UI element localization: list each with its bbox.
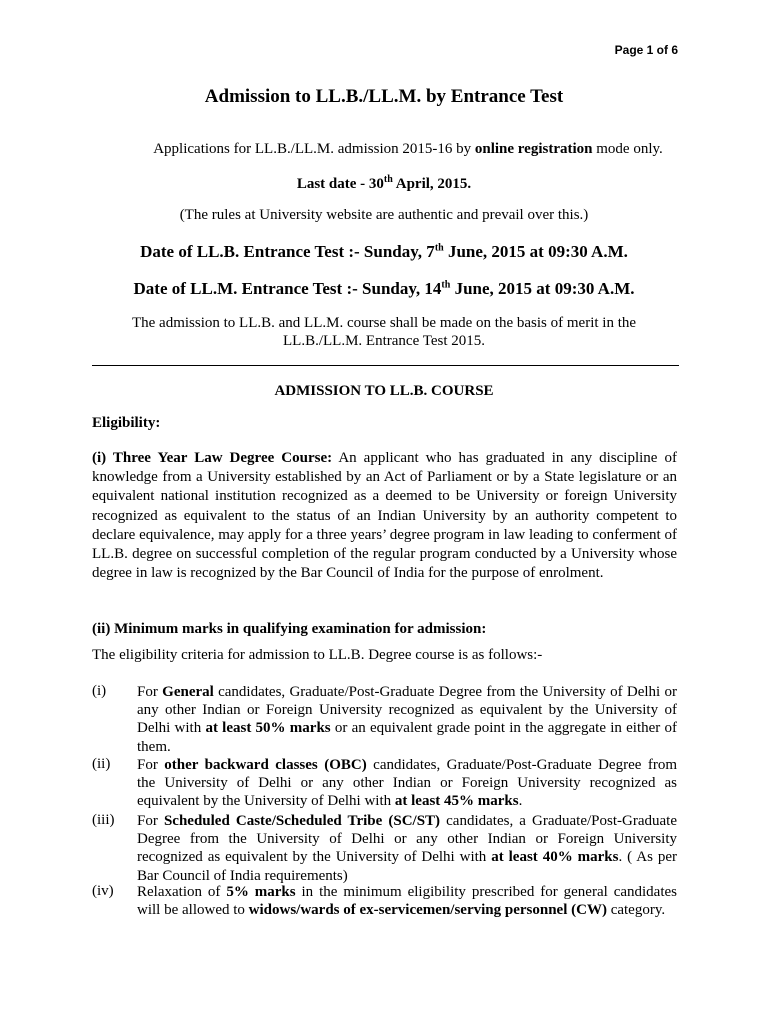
item-number: (iv) — [92, 883, 114, 899]
page-number: Page 1 of 6 — [614, 43, 678, 57]
item-text: Relaxation of 5% marks in the minimum eligibility prescribed for general candidates will be allowed to widows/wards of ex-servicemen/serving personnel (CW) category. — [137, 884, 678, 919]
document-title: Admission to LL.B./LL.M. by Entrance Test — [204, 86, 564, 107]
section-heading: ADMISSION TO LL.B. COURSE — [274, 383, 494, 399]
horizontal-divider — [92, 365, 679, 366]
item-number: (iii) — [92, 812, 115, 828]
item-text: For other backward classes (OBC) candidates, Graduate/Post-Graduate Degree from the University of Delhi or any other Indian or Foreign University recognized as equivalent by the University of Delhi with at least 45% marks. — [137, 757, 677, 810]
llm-test-date: Date of LL.M. Entrance Test :- Sunday, 14th June, 2015 at 09:30 A.M. — [133, 279, 635, 298]
rules-note: (The rules at University website are authentic and prevail over this.) — [179, 207, 589, 223]
applications-line: Applications for LL.B./LL.M. admission 2015-16 by online registration mode only. — [153, 141, 663, 157]
minimum-marks-heading: (ii) Minimum marks in qualifying examination for admission: — [92, 621, 487, 637]
item-text: For Scheduled Caste/Scheduled Tribe (SC/ST) candidates, a Graduate/Post-Graduate Degree from the University of Delhi or any other Indian or Foreign University recognized as equivalent by the University of Delhi with at least 40% marks. ( As per Bar Council of India requirements) — [137, 813, 677, 884]
item-text: For General candidates, Graduate/Post-Graduate Degree from the University of Delhi or any other Indian or Foreign University recognized as equivalent by the University of Delhi with at least 50% marks or an equivalent grade point in the aggregate in either of them. — [137, 684, 677, 755]
admission-basis: The admission to LL.B. and LL.M. course shall be made on the basis of merit in the LL.B./LL.M. Entrance Test 2015. — [131, 315, 637, 349]
three-year-course-paragraph: (i) Three Year Law Degree Course: An applicant who has graduated in any discipline of knowledge from a University established by an Act of Parliament or by a State legislature or an equivalent national institution recognized as a deemed to be University or foreign University recognized as equivalent to the status of an Indian University by an authority competent to declare equivalence, may apply for a three years’ degree program in law leading to conferment of LL.B. degree on successful completion of the regular program conducted by a University whose degree in law is recognized by the Bar Council of India for the purpose of enrolment. — [92, 450, 677, 582]
item-number: (ii) — [92, 756, 111, 772]
criteria-intro: The eligibility criteria for admission to LL.B. Degree course is as follows:- — [92, 647, 543, 663]
eligibility-heading: Eligibility: — [92, 415, 161, 431]
llb-test-date: Date of LL.B. Entrance Test :- Sunday, 7th June, 2015 at 09:30 A.M. — [140, 242, 628, 261]
item-number: (i) — [92, 683, 107, 699]
last-date: Last date - 30th April, 2015. — [296, 174, 472, 192]
